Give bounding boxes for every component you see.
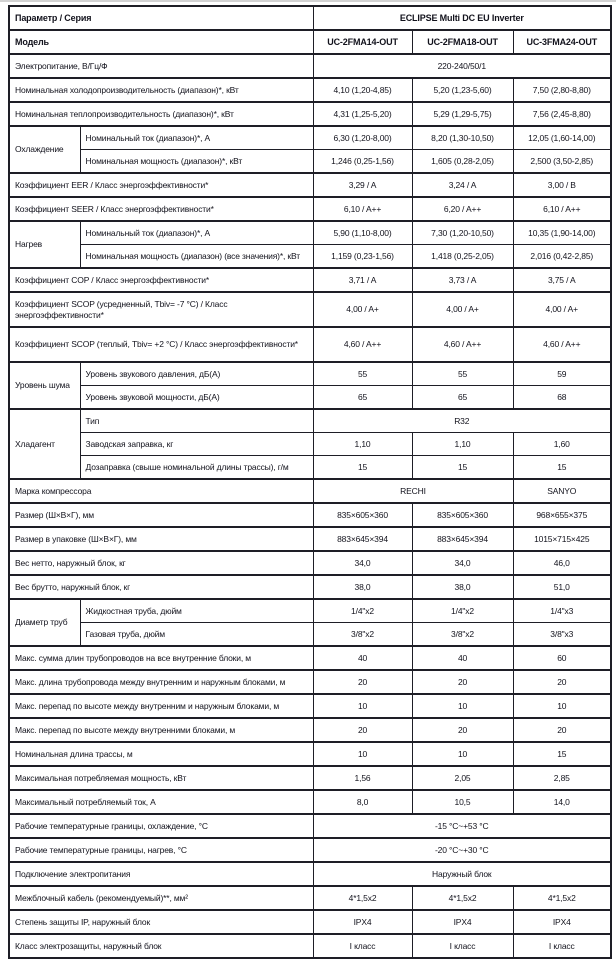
value-cell-merged: ECLIPSE Multi DC EU Inverter [313,6,611,30]
value-cell-merged: R32 [313,409,611,433]
value-cell: 15 [412,456,513,480]
table-row [9,694,611,718]
table-row [9,456,611,480]
value-cell: IPX4 [412,910,513,934]
value-cell: 1,10 [313,433,412,456]
value-cell: 10 [412,742,513,766]
table-row [9,197,611,221]
table-row [9,623,611,647]
param-label: Размер в упаковке (Ш×В×Г), мм [9,527,313,551]
value-cell: 6,30 (1,20-8,00) [313,126,412,150]
value-cell: 10 [412,694,513,718]
value-cell: 2,85 [513,766,611,790]
value-cell: 7,50 (2,80-8,80) [513,78,611,102]
value-cell: 60 [513,646,611,670]
value-cell: 4,00 / A+ [412,292,513,327]
header-label: Модель [9,30,313,54]
value-cell: 2,500 (3,50-2,85) [513,150,611,174]
table-row [9,910,611,934]
value-cell: 968×655×375 [513,503,611,527]
table-row [9,646,611,670]
value-cell: 1015×715×425 [513,527,611,551]
value-cell: 1,246 (0,25-1,56) [313,150,412,174]
table-row [9,409,611,433]
value-cell: 20 [412,718,513,742]
table-row [9,292,611,327]
group-label: Охлаждение [9,126,80,173]
value-cell: 34,0 [313,551,412,575]
model-header-cell: UC-2FMA18-OUT [412,30,513,54]
header-label: Параметр / Серия [9,6,313,30]
value-cell: 1/4"x2 [313,599,412,623]
table-row [9,54,611,78]
param-label: Подключение электропитания [9,862,313,886]
param-label: Межблочный кабель (рекомендуемый)**, мм² [9,886,313,910]
table-row [9,670,611,694]
param-label: Размер (Ш×В×Г), мм [9,503,313,527]
sub-param-label: Уровень звуковой мощности, дБ(А) [80,386,313,410]
param-label: Коэффициент SCOP (усредненный, Tbiv= -7 °C) / Класс энергоэффективности* [9,292,313,327]
value-cell-merged: -20 °C~+30 °C [313,838,611,862]
group-label: Хладагент [9,409,80,479]
param-label: Максимальная потребляемая мощность, кВт [9,766,313,790]
value-cell: 4,00 / A+ [313,292,412,327]
table-row [9,362,611,386]
value-cell: 7,56 (2,45-8,80) [513,102,611,126]
table-row [9,551,611,575]
table-row [9,814,611,838]
value-cell-merged: RECHI [313,479,513,503]
value-cell: I класс [313,934,412,958]
value-cell: 4,60 / A++ [313,327,412,362]
value-cell: 4,60 / A++ [412,327,513,362]
group-label: Нагрев [9,221,80,268]
value-cell: 10,35 (1,90-14,00) [513,221,611,245]
value-cell: 1,56 [313,766,412,790]
value-cell: 5,90 (1,10-8,00) [313,221,412,245]
table-row [9,575,611,599]
param-label: Вес брутто, наружный блок, кг [9,575,313,599]
value-cell: 5,29 (1,29-5,75) [412,102,513,126]
value-cell: 14,0 [513,790,611,814]
param-label: Коэффициент COP / Класс энергоэффективности* [9,268,313,292]
param-label: Номинальная теплопроизводительность (диапазон)*, кВт [9,102,313,126]
value-cell: 8,0 [313,790,412,814]
value-cell: 4,60 / A++ [513,327,611,362]
sub-param-label: Заводская заправка, кг [80,433,313,456]
param-label: Степень защиты IP, наружный блок [9,910,313,934]
value-cell: 55 [412,362,513,386]
value-cell: 835×605×360 [313,503,412,527]
param-label: Номинальная длина трассы, м [9,742,313,766]
value-cell: 46,0 [513,551,611,575]
value-cell-merged: Наружный блок [313,862,611,886]
value-cell: 5,20 (1,23-5,60) [412,78,513,102]
table-row [9,790,611,814]
sub-param-label: Номинальная мощность (диапазон)*, кВт [80,150,313,174]
table-row [9,503,611,527]
value-cell: 40 [313,646,412,670]
table-row [9,126,611,150]
table-row [9,173,611,197]
value-cell: 3,24 / A [412,173,513,197]
table-row [9,742,611,766]
table-row [9,838,611,862]
param-label: Макс. длина трубопровода между внутренним и наружным блоками, м [9,670,313,694]
value-cell: 10 [313,742,412,766]
param-label: Макс. перепад по высоте между внутренним и наружным блоками, м [9,694,313,718]
value-cell: 1,159 (0,23-1,56) [313,245,412,269]
value-cell: 3/8"x2 [313,623,412,647]
value-cell: 15 [513,456,611,480]
value-cell: 4*1,5x2 [513,886,611,910]
table-row [9,433,611,456]
value-cell: 1,10 [412,433,513,456]
value-cell: 3/8"x2 [412,623,513,647]
value-cell: 3,00 / B [513,173,611,197]
value-cell: IPX4 [513,910,611,934]
table-row [9,30,611,54]
sub-param-label: Газовая труба, дюйм [80,623,313,647]
table-row [9,221,611,245]
sub-param-label: Уровень звукового давления, дБ(А) [80,362,313,386]
table-row [9,934,611,958]
table-row [9,527,611,551]
value-cell: 12,05 (1,60-14,00) [513,126,611,150]
param-label: Рабочие температурные границы, нагрев, °C [9,838,313,862]
model-header-cell: UC-3FMA24-OUT [513,30,611,54]
group-label: Диаметр труб [9,599,80,646]
spec-table-body [9,6,611,958]
value-cell: 1/4"x2 [412,599,513,623]
value-cell: 883×645×394 [412,527,513,551]
value-cell: 835×605×360 [412,503,513,527]
param-label: Максимальный потребляемый ток, А [9,790,313,814]
value-cell: 38,0 [313,575,412,599]
value-cell: 6,10 / A++ [513,197,611,221]
value-cell: 6,10 / A++ [313,197,412,221]
param-label: Марка компрессора [9,479,313,503]
value-cell: 10 [313,694,412,718]
table-row [9,6,611,30]
value-cell: 15 [313,456,412,480]
value-cell: 8,20 (1,30-10,50) [412,126,513,150]
sub-param-label: Номинальная мощность (диапазон) (все значения)*, кВт [80,245,313,269]
sub-param-label: Номинальный ток (диапазон)*, А [80,126,313,150]
sub-param-label: Жидкостная труба, дюйм [80,599,313,623]
param-label: Коэффициент EER / Класс энергоэффективности* [9,173,313,197]
sub-param-label: Дозаправка (свыше номинальной длины трассы), г/м [80,456,313,480]
param-label: Коэффициент SEER / Класс энергоэффективности* [9,197,313,221]
table-row [9,886,611,910]
table-row [9,862,611,886]
param-label: Вес нетто, наружный блок, кг [9,551,313,575]
param-label: Коэффициент SCOP (теплый, Tbiv= +2 °C) / Класс энергоэффективности* [9,327,313,362]
page-edge-strip [0,0,616,2]
value-cell: 3,75 / A [513,268,611,292]
value-cell: 2,05 [412,766,513,790]
value-cell: 10,5 [412,790,513,814]
model-header-cell: UC-2FMA14-OUT [313,30,412,54]
value-cell: 4*1,5x2 [313,886,412,910]
value-cell: 38,0 [412,575,513,599]
group-label: Уровень шума [9,362,80,409]
value-cell: 65 [412,386,513,410]
value-cell: 3,73 / A [412,268,513,292]
value-cell: 4,00 / A+ [513,292,611,327]
table-row [9,245,611,269]
value-cell: 68 [513,386,611,410]
table-row [9,718,611,742]
sub-param-label: Тип [80,409,313,433]
value-cell: 2,016 (0,42-2,85) [513,245,611,269]
table-row [9,479,611,503]
table-row [9,599,611,623]
table-row [9,268,611,292]
param-label: Макс. сумма длин трубопроводов на все внутренние блоки, м [9,646,313,670]
table-row [9,766,611,790]
table-row [9,102,611,126]
table-row [9,150,611,174]
table-row [9,386,611,410]
value-cell: 3/8"x3 [513,623,611,647]
value-cell: 20 [513,670,611,694]
value-cell: 7,30 (1,20-10,50) [412,221,513,245]
table-row [9,327,611,362]
value-cell: 20 [513,718,611,742]
value-cell: 4,10 (1,20-4,85) [313,78,412,102]
sub-param-label: Номинальный ток (диапазон)*, А [80,221,313,245]
value-cell-merged: -15 °C~+53 °C [313,814,611,838]
value-cell: 65 [313,386,412,410]
value-cell: 1,418 (0,25-2,05) [412,245,513,269]
value-cell: 20 [313,718,412,742]
value-cell: 3,71 / A [313,268,412,292]
param-label: Макс. перепад по высоте между внутренними блоками, м [9,718,313,742]
value-cell: 34,0 [412,551,513,575]
value-cell: 10 [513,694,611,718]
value-cell: 1/4"x3 [513,599,611,623]
value-cell: 55 [313,362,412,386]
param-label: Класс электрозащиты, наружный блок [9,934,313,958]
param-label: Номинальная холодопроизводительность (диапазон)*, кВт [9,78,313,102]
param-label: Рабочие температурные границы, охлаждение, °C [9,814,313,838]
value-cell-merged: 220-240/50/1 [313,54,611,78]
value-cell: 4*1,5x2 [412,886,513,910]
value-cell: 51,0 [513,575,611,599]
value-cell: 20 [313,670,412,694]
value-cell: 883×645×394 [313,527,412,551]
value-cell: I класс [513,934,611,958]
value-cell: 15 [513,742,611,766]
value-cell: 1,60 [513,433,611,456]
param-label: Электропитание, В/Гц/Ф [9,54,313,78]
value-cell: I класс [412,934,513,958]
value-cell: 1,605 (0,28-2,05) [412,150,513,174]
value-cell: 40 [412,646,513,670]
value-cell: 3,29 / A [313,173,412,197]
value-cell: 59 [513,362,611,386]
table-row [9,78,611,102]
value-cell: IPX4 [313,910,412,934]
value-cell: 6,20 / A++ [412,197,513,221]
spec-table [8,5,612,959]
value-cell: 20 [412,670,513,694]
value-cell: SANYO [513,479,611,503]
value-cell: 4,31 (1,25-5,20) [313,102,412,126]
